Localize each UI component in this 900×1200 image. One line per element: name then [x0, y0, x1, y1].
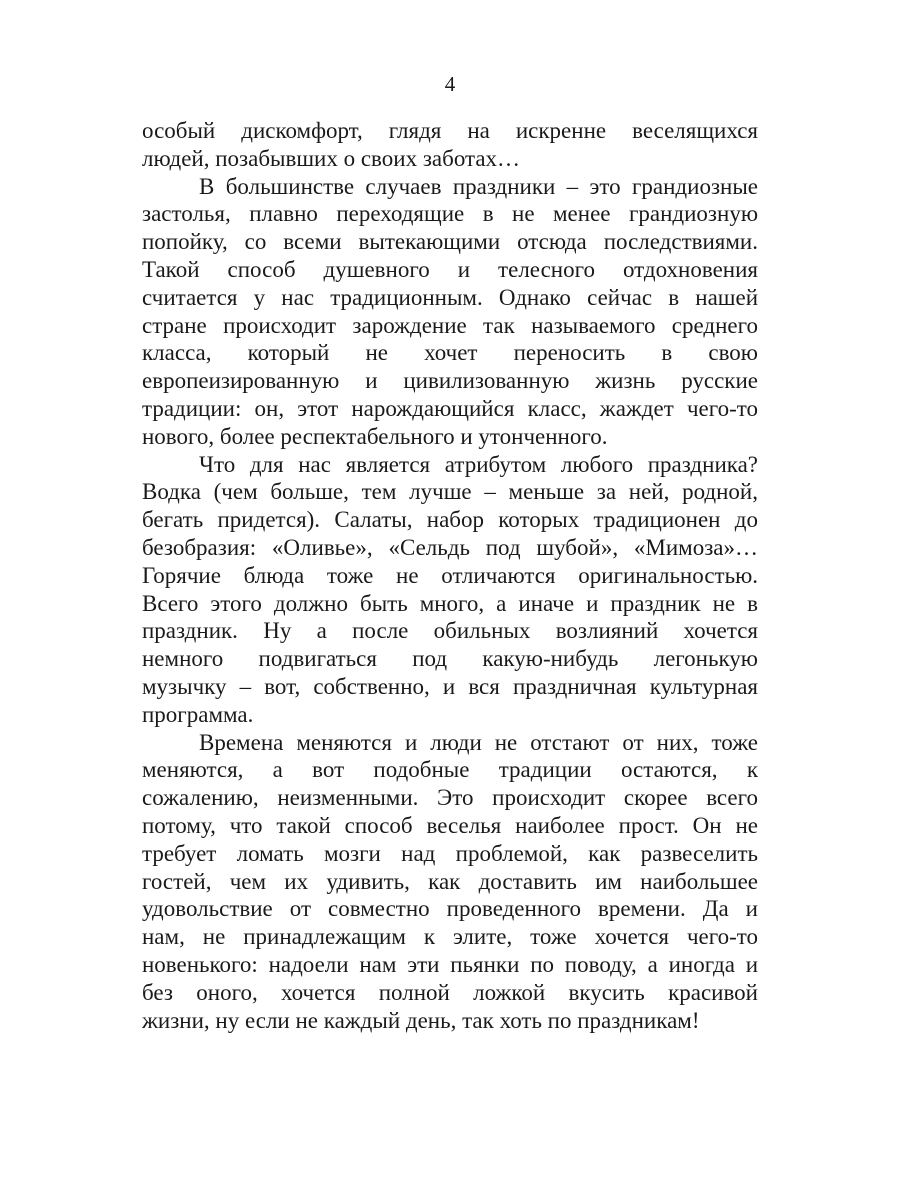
text-line: жизни, ну если не каждый день, так хоть по праздникам! [142, 1007, 700, 1033]
text-line: праздник. Ну а после обильных возлияний хочется [142, 618, 758, 644]
text-body [142, 117, 758, 1034]
text-line: Что для нас является атрибутом любого праздника? [199, 451, 758, 477]
text-line: удовольствие от совместно проведенного времени. Да и [142, 896, 758, 922]
text-line: бегать придется). Салаты, набор которых традиционен до [142, 507, 758, 533]
text-line: В большинстве случаев праздники – это грандиозные [199, 173, 758, 199]
paragraph [142, 117, 758, 173]
text-line: Водка (чем больше, тем лучше – меньше за ней, родной, [142, 479, 758, 505]
text-line: стране происходит зарождение так называемого среднего [142, 312, 758, 338]
text-line: Времена меняются и люди не отстают от них, тоже [199, 729, 758, 755]
text-line: европеизированную и цивилизованную жизнь русские [142, 368, 758, 394]
page-number: 4 [444, 72, 456, 96]
text-line: требует ломать мозги над проблемой, как развеселить [142, 840, 758, 866]
text-line: нового, более респектабельного и утонченного. [142, 423, 608, 449]
text-line: гостей, чем их удивить, как доставить им наибольшее [142, 868, 758, 894]
text-line: Горячие блюда тоже не отличаются оригинальностью. [142, 562, 758, 588]
text-line: попойку, со всеми вытекающими отсюда последствиями. [142, 229, 758, 255]
text-line: Всего этого должно быть много, а иначе и праздник не в [142, 590, 758, 616]
text-line: безобразия: «Оливье», «Сельдь под шубой», «Мимоза»… [142, 534, 758, 560]
text-line: новенького: надоели нам эти пьянки по поводу, а иногда и [142, 951, 758, 977]
text-line: застолья, плавно переходящие в не менее грандиозную [142, 201, 758, 227]
text-line: немного подвигаться под какую-нибудь легонькую [142, 646, 758, 672]
text-line: класса, который не хочет переносить в свою [142, 340, 758, 366]
text-line: сожалению, неизменными. Это происходит скорее всего [142, 785, 758, 811]
text-line: особый дискомфорт, глядя на искренне веселящихся [142, 118, 758, 143]
text-line: людей, позабывших о своих заботах… [142, 145, 521, 171]
text-line: Такой способ душевного и телесного отдохновения [142, 256, 758, 282]
text-line: программа. [142, 701, 254, 727]
text-line: без оного, хочется полной ложкой вкусить красивой [142, 979, 758, 1005]
paragraph [142, 173, 758, 451]
text-line: нам, не принадлежащим к элите, тоже хочется чего-то [142, 924, 758, 950]
text-line: потому, что такой способ веселья наиболее прост. Он не [142, 812, 758, 838]
text-line: считается у нас традиционным. Однако сейчас в нашей [142, 284, 758, 310]
paragraph [142, 451, 758, 729]
paragraph [142, 729, 758, 1035]
text-line: музычку – вот, собственно, и вся праздничная культурная [142, 673, 758, 699]
text-line: традиции: он, этот нарождающийся класс, жаждет чего-то [142, 395, 758, 421]
text-line: меняются, а вот подобные традиции остаются, к [142, 757, 758, 783]
